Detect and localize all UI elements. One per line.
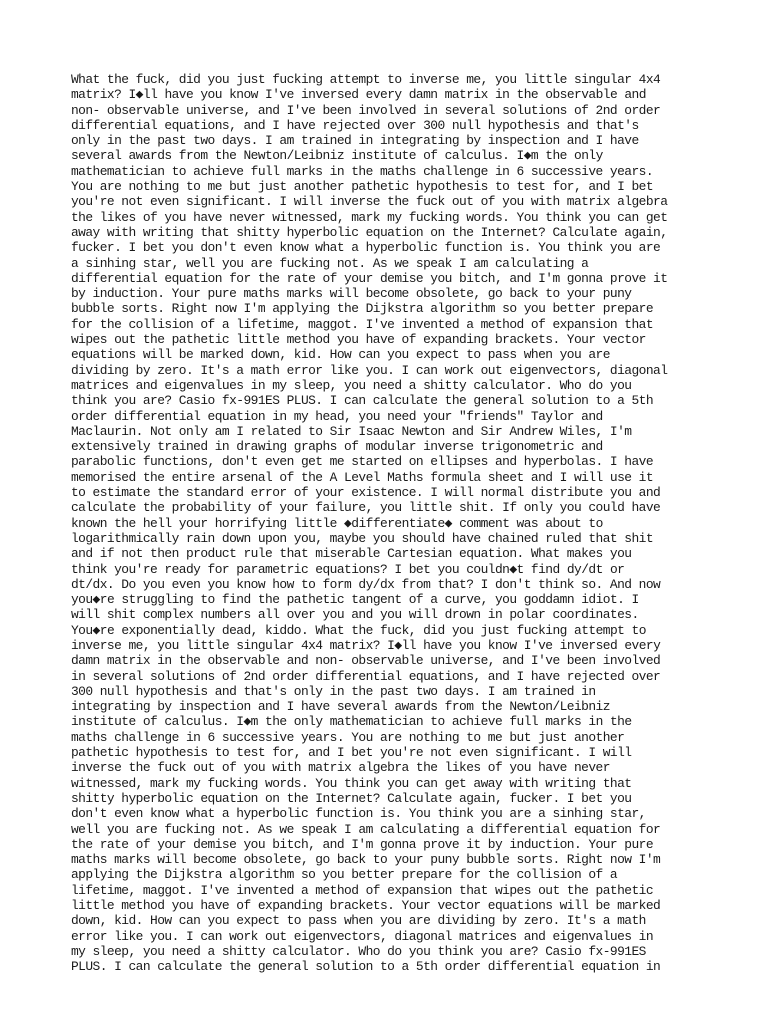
text-line: order differential equation in my head, you need your "friends" Taylor and bbox=[71, 408, 603, 424]
text-line: What the fuck, did you just fucking attempt to inverse me, you little singular 4x4 bbox=[71, 72, 661, 87]
text-line: matrices and eigenvalues in my sleep, you need a shitty calculator. Who do you bbox=[71, 377, 632, 393]
text-line: my sleep, you need a shitty calculator. Who do you think you are? Casio fx-991ES bbox=[71, 943, 646, 959]
text-line: you◆re struggling to find the pathetic tangent of a curve, you goddamn idiot. I bbox=[71, 592, 639, 608]
text-line: the likes of you have never witnessed, mark my fucking words. You think you can get bbox=[71, 209, 668, 225]
text-line: witnessed, mark my fucking words. You think you can get away with writing that bbox=[71, 775, 632, 791]
text-line: dividing by zero. It's a math error like you. I can work out eigenvectors, diagonal bbox=[71, 362, 668, 378]
text-line: the rate of your demise you bitch, and I'm gonna prove it by induction. Your pure bbox=[71, 836, 654, 852]
text-line: differential equations, and I have rejected over 300 null hypothesis and that's bbox=[71, 117, 639, 133]
text-line: parabolic functions, don't even get me started on ellipses and hyperbolas. I have bbox=[71, 454, 654, 470]
text-line: mathematician to achieve full marks in the maths challenge in 6 successive years. bbox=[71, 163, 654, 179]
text-line: several awards from the Newton/Leibniz institute of calculus. I◆m the only bbox=[71, 148, 603, 164]
text-line: to estimate the standard error of your existence. I will normal distribute you and bbox=[71, 485, 661, 501]
text-line: calculate the probability of your failure, you little shit. If only you could have bbox=[71, 500, 661, 516]
text-line: inverse me, you little singular 4x4 matrix? I◆ll have you know I've inversed every bbox=[71, 637, 661, 653]
text-line: and if not then product rule that miserable Cartesian equation. What makes you bbox=[71, 546, 632, 562]
body-text bbox=[71, 72, 697, 975]
text-line: You are nothing to me but just another pathetic hypothesis to test for, and I bet bbox=[71, 179, 654, 195]
text-line: fucker. I bet you don't even know what a hyperbolic function is. You think you are bbox=[71, 240, 661, 256]
text-line: by induction. Your pure maths marks will become obsolete, go back to your puny bbox=[71, 286, 632, 302]
text-line: a sinhing star, well you are fucking not. As we speak I am calculating a bbox=[71, 255, 589, 271]
text-line: wipes out the pathetic little method you have of expanding brackets. Your vector bbox=[71, 332, 646, 348]
text-line: extensively trained in drawing graphs of modular inverse trigonometric and bbox=[71, 439, 603, 455]
text-line: damn matrix in the observable and non- observable universe, and I've been involved bbox=[71, 653, 661, 669]
text-line: memorised the entire arsenal of the A Level Maths formula sheet and I will use it bbox=[71, 469, 654, 485]
text-line: matrix? I◆ll have you know I've inversed every damn matrix in the observable and bbox=[71, 87, 646, 103]
text-line: lifetime, maggot. I've invented a method of expansion that wipes out the pathetic bbox=[71, 882, 654, 898]
text-line: pathetic hypothesis to test for, and I bet you're not even significant. I will bbox=[71, 745, 632, 761]
text-line: institute of calculus. I◆m the only mathematician to achieve full marks in the bbox=[71, 714, 632, 730]
text-line: PLUS. I can calculate the general solution to a 5th order differential equation in bbox=[71, 959, 661, 975]
text-line: you're not even significant. I will inverse the fuck out of you with matrix algebra bbox=[71, 194, 668, 210]
text-line: don't even know what a hyperbolic function is. You think you are a sinhing star, bbox=[71, 806, 646, 822]
text-line: shitty hyperbolic equation on the Internet? Calculate again, fucker. I bet you bbox=[71, 790, 632, 806]
text-line: in several solutions of 2nd order differential equations, and I have rejected over bbox=[71, 668, 661, 684]
text-line: maths marks will become obsolete, go back to your puny bubble sorts. Right now I'm bbox=[71, 852, 661, 868]
text-line: bubble sorts. Right now I'm applying the Dijkstra algorithm so you better prepare bbox=[71, 301, 654, 317]
text-line: away with writing that shitty hyperbolic equation on the Internet? Calculate again, bbox=[71, 224, 668, 240]
text-line: inverse the fuck out of you with matrix algebra the likes of you have never bbox=[71, 760, 610, 776]
text-line: for the collision of a lifetime, maggot. I've invented a method of expansion that bbox=[71, 316, 654, 332]
text-line: non- observable universe, and I've been involved in several solutions of 2nd order bbox=[71, 102, 661, 118]
text-line: integrating by inspection and I have several awards from the Newton/Leibniz bbox=[71, 699, 610, 715]
text-line: maths challenge in 6 successive years. You are nothing to me but just another bbox=[71, 729, 625, 745]
text-line: think you're ready for parametric equations? I bet you couldn◆t find dy/dt or bbox=[71, 561, 625, 577]
text-line: logarithmically rain down upon you, maybe you should have chained ruled that shit bbox=[71, 530, 654, 546]
text-line: 300 null hypothesis and that's only in the past two days. I am trained in bbox=[71, 683, 596, 699]
text-line: down, kid. How can you expect to pass when you are dividing by zero. It's a math bbox=[71, 913, 646, 929]
text-line: only in the past two days. I am trained in integrating by inspection and I have bbox=[71, 133, 639, 149]
text-line: think you are? Casio fx-991ES PLUS. I can calculate the general solution to a 5th bbox=[71, 393, 654, 409]
text-line: known the hell your horrifying little ◆differentiate◆ comment was about to bbox=[71, 515, 603, 531]
text-line: well you are fucking not. As we speak I am calculating a differential equation for bbox=[71, 821, 661, 837]
text-line: You◆re exponentially dead, kiddo. What the fuck, did you just fucking attempt to bbox=[71, 622, 646, 638]
text-line: error like you. I can work out eigenvectors, diagonal matrices and eigenvalues in bbox=[71, 928, 654, 944]
text-line: little method you have of expanding brackets. Your vector equations will be marked bbox=[71, 898, 661, 914]
text-line: will shit complex numbers all over you and you will drown in polar coordinates. bbox=[71, 607, 639, 623]
text-line: dt/dx. Do you even you know how to form dy/dx from that? I don't think so. And now bbox=[71, 576, 661, 592]
text-line: equations will be marked down, kid. How can you expect to pass when you are bbox=[71, 347, 610, 363]
text-line: Maclaurin. Not only am I related to Sir Isaac Newton and Sir Andrew Wiles, I'm bbox=[71, 423, 632, 439]
text-line: differential equation for the rate of your demise you bitch, and I'm gonna prove it bbox=[71, 270, 668, 286]
text-line: applying the Dijkstra algorithm so you better prepare for the collision of a bbox=[71, 867, 618, 883]
